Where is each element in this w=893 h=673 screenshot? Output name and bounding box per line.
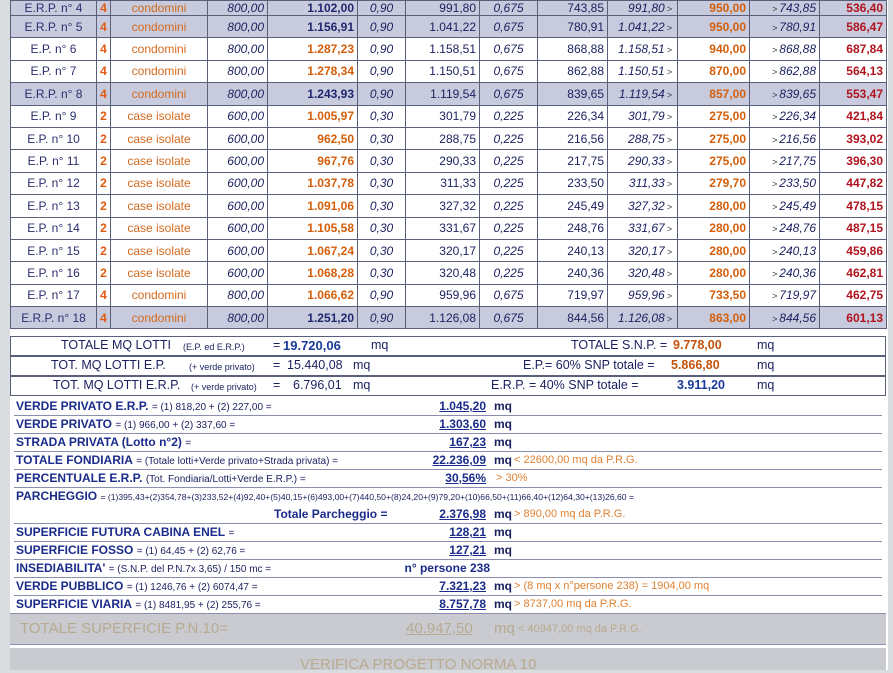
lots-table	[10, 0, 887, 329]
lot-limit-1: 288,75 >	[608, 127, 678, 149]
lot-snp: 240,13	[538, 239, 608, 261]
lot-final-value: 536,40	[820, 1, 887, 16]
lot-id: E.P. n° 16	[11, 262, 97, 284]
lot-project-value: 940,00	[678, 38, 750, 60]
lot-snp: 226,34	[538, 105, 608, 127]
lot-volume: 290,33	[406, 150, 480, 172]
lot-floors: 4	[97, 284, 111, 306]
total-surface-label: TOTALE SUPERFICIE P.N.10=	[20, 620, 228, 637]
erp-snp-value: 3.911,20	[677, 378, 725, 392]
lot-index-2: 0,225	[480, 127, 538, 149]
lot-project-value: 280,00	[678, 217, 750, 239]
total-erp-label: TOT. MQ LOTTI E.R.P.	[53, 378, 181, 392]
lot-index: 0,30	[358, 150, 406, 172]
lot-id: E.P. n° 13	[11, 195, 97, 217]
lot-volume: 320,17	[406, 239, 480, 261]
lot-volume: 331,67	[406, 217, 480, 239]
lot-index: 0,90	[358, 1, 406, 16]
lot-volume: 1.158,51	[406, 38, 480, 60]
lot-id: E.R.P. n° 4	[11, 1, 97, 16]
verification-heading-band	[10, 648, 886, 673]
summary-line-note: < 22600,00 mq da P.R.G.	[514, 454, 638, 466]
lot-index-2: 0,675	[480, 307, 538, 329]
lot-limit-2: > 248,76	[750, 217, 820, 239]
lot-index-2: 0,675	[480, 16, 538, 38]
lot-final-value: 487,15	[820, 217, 887, 239]
lot-floors: 2	[97, 105, 111, 127]
lot-type: case isolate	[111, 217, 208, 239]
lot-final-value: 564,13	[820, 60, 887, 82]
lot-volume: 288,75	[406, 127, 480, 149]
erp-snp-unit: mq	[757, 378, 775, 392]
lot-area: 1.066,62	[268, 284, 358, 306]
summary-line-text: VERDE PRIVATO E.R.P. = (1) 818,20 + (2) 227,00 =	[16, 399, 272, 413]
lot-limit-1: 301,79 >	[608, 105, 678, 127]
lot-project-value: 280,00	[678, 239, 750, 261]
table-row	[11, 307, 887, 329]
summary-line-unit: mq	[494, 507, 512, 521]
lot-area-min: 800,00	[208, 16, 268, 38]
summary-line	[14, 506, 882, 524]
lot-final-value: 687,84	[820, 38, 887, 60]
summary-line	[14, 488, 882, 505]
lot-index: 0,30	[358, 127, 406, 149]
lot-area-min: 800,00	[208, 60, 268, 82]
total-erp-eq: =	[273, 378, 281, 392]
lot-area-min: 800,00	[208, 284, 268, 306]
lot-type: condomini	[111, 38, 208, 60]
total-surface-value: 40.947,50	[406, 620, 473, 637]
lot-area: 962,50	[268, 127, 358, 149]
summary-line	[14, 560, 882, 578]
lot-limit-2: > 719,97	[750, 284, 820, 306]
summary-line-note: > (8 mq x n°persone 238) = 1904,00 mq	[514, 580, 710, 592]
summary-line	[14, 416, 882, 434]
lot-floors: 4	[97, 1, 111, 16]
lot-final-value: 462,75	[820, 284, 887, 306]
summary-line-unit: mq	[494, 579, 512, 593]
summary-line-text: VERDE PUBBLICO = (1) 1246,76 + (2) 6074,47 =	[16, 579, 258, 593]
total-erp-value: 6.796,01	[293, 378, 342, 392]
ep-snp-value: 5.866,80	[671, 358, 720, 372]
summary-line-unit: mq	[494, 597, 512, 611]
lot-project-value: 733,50	[678, 284, 750, 306]
total-snp-label: TOTALE S.N.P. =	[571, 338, 668, 352]
summary-line-value: 1.303,60	[439, 417, 486, 431]
lot-index-2: 0,225	[480, 217, 538, 239]
lot-index: 0,30	[358, 172, 406, 194]
summary-line-note: > 890,00 mq da P.R.G.	[514, 508, 626, 520]
lot-index-2: 0,225	[480, 195, 538, 217]
total-erp-unit: mq	[353, 378, 371, 392]
lot-index: 0,90	[358, 284, 406, 306]
total-snp-unit: mq	[757, 338, 775, 352]
lot-limit-1: 1.126,08 >	[608, 307, 678, 329]
summary-line-text: PERCENTUALE E.R.P. (Tot. Fondiaria/Lotti+Verde E.R.P.) =	[16, 471, 306, 485]
summary-line-text: PARCHEGGIO = (1)395,43+(2)354,78+(3)233,52+(4)92,40+(5)40,15+(6)493,00+(7)440,50+(8)24,20+(9)79,20+(10)66,50+(11)66,40+(12)64,30+(13)26,60 =	[16, 489, 634, 503]
lot-limit-1: 331,67 >	[608, 217, 678, 239]
lot-snp: 233,50	[538, 172, 608, 194]
lot-volume: 320,48	[406, 262, 480, 284]
lot-index: 0,90	[358, 16, 406, 38]
lot-type: condomini	[111, 284, 208, 306]
summary-line-unit: mq	[494, 435, 512, 449]
lot-snp: 240,36	[538, 262, 608, 284]
summary-line-unit: mq	[494, 543, 512, 557]
lot-floors: 2	[97, 127, 111, 149]
lot-type: case isolate	[111, 105, 208, 127]
lot-index: 0,30	[358, 105, 406, 127]
lot-area-min: 600,00	[208, 217, 268, 239]
table-row	[11, 172, 887, 194]
lot-area-min: 800,00	[208, 1, 268, 16]
lot-limit-2: > 862,88	[750, 60, 820, 82]
summary-line	[14, 578, 882, 596]
lot-index-2: 0,225	[480, 262, 538, 284]
lot-volume: 311,33	[406, 172, 480, 194]
spreadsheet-sheet	[10, 0, 888, 673]
lot-project-value: 275,00	[678, 150, 750, 172]
summary-line-text: SUPERFICIE VIARIA = (1) 8481,95 + (2) 255,76 =	[16, 597, 261, 611]
lot-id: E.P. n° 6	[11, 38, 97, 60]
summary-line-unit: mq	[494, 525, 512, 539]
lot-index: 0,30	[358, 262, 406, 284]
summary-line-value: 7.321,23	[439, 579, 486, 593]
total-snp-value: 9.778,00	[673, 338, 722, 352]
lot-volume: 991,80	[406, 1, 480, 16]
lot-index-2: 0,225	[480, 172, 538, 194]
lot-index-2: 0,225	[480, 105, 538, 127]
lot-limit-2: > 217,75	[750, 150, 820, 172]
lot-area-min: 600,00	[208, 127, 268, 149]
lot-area: 967,76	[268, 150, 358, 172]
lot-index-2: 0,675	[480, 83, 538, 105]
lot-area: 1.102,00	[268, 1, 358, 16]
lot-index: 0,30	[358, 195, 406, 217]
lot-final-value: 421,84	[820, 105, 887, 127]
lot-floors: 2	[97, 262, 111, 284]
lot-area-min: 800,00	[208, 307, 268, 329]
total-surface-unit: mq	[494, 620, 515, 637]
table-row	[11, 239, 887, 261]
summary-line	[14, 470, 882, 488]
lot-area: 1.068,28	[268, 262, 358, 284]
lot-snp: 245,49	[538, 195, 608, 217]
lot-area-min: 600,00	[208, 195, 268, 217]
lot-floors: 2	[97, 217, 111, 239]
lot-volume: 1.126,08	[406, 307, 480, 329]
total-ep-label: TOT. MQ LOTTI E.P.	[51, 358, 166, 372]
lot-floors: 2	[97, 195, 111, 217]
summary-line-text: STRADA PRIVATA (Lotto n°2) =	[16, 435, 192, 449]
table-row	[11, 38, 887, 60]
lot-area-min: 600,00	[208, 172, 268, 194]
total-ep-row	[10, 356, 886, 376]
lot-project-value: 863,00	[678, 307, 750, 329]
lot-id: E.P. n° 7	[11, 60, 97, 82]
summary-line-text: INSEDIABILITA' = (S.N.P. del P.N.7x 3,65) / 150 mc =	[16, 561, 272, 575]
lot-snp: 216,56	[538, 127, 608, 149]
summary-line	[14, 542, 882, 560]
lot-floors: 4	[97, 16, 111, 38]
lot-project-value: 280,00	[678, 262, 750, 284]
lot-limit-2: > 226,34	[750, 105, 820, 127]
summary-line-unit: mq	[494, 453, 512, 467]
table-row	[11, 105, 887, 127]
ep-snp-label: E.P.= 60% SNP totale =	[523, 358, 655, 372]
total-erp-row	[10, 376, 886, 396]
lot-id: E.P. n° 14	[11, 217, 97, 239]
summary-line-value: 128,21	[449, 525, 486, 539]
lot-limit-1: 1.158,51 >	[608, 38, 678, 60]
lot-snp: 743,85	[538, 1, 608, 16]
table-row	[11, 16, 887, 38]
summary-line-value: 127,21	[449, 543, 486, 557]
lot-id: E.P. n° 12	[11, 172, 97, 194]
lot-type: condomini	[111, 60, 208, 82]
lot-project-value: 950,00	[678, 16, 750, 38]
lot-floors: 4	[97, 38, 111, 60]
lot-limit-1: 311,33 >	[608, 172, 678, 194]
summary-line	[14, 452, 882, 470]
lot-limit-2: > 245,49	[750, 195, 820, 217]
lot-limit-1: 1.041,22 >	[608, 16, 678, 38]
lot-volume: 1.150,51	[406, 60, 480, 82]
lot-index: 0,90	[358, 83, 406, 105]
lot-area-min: 600,00	[208, 150, 268, 172]
lot-area-min: 600,00	[208, 262, 268, 284]
lot-area: 1.243,93	[268, 83, 358, 105]
lot-type: case isolate	[111, 172, 208, 194]
erp-snp-label: E.R.P. = 40% SNP totale =	[491, 378, 639, 392]
total-surface-row	[10, 613, 886, 645]
lot-snp: 217,75	[538, 150, 608, 172]
lots-table-body	[11, 1, 887, 329]
summary-line-value: 30,56%	[445, 471, 486, 485]
total-ep-eq: =	[273, 358, 281, 372]
lot-area: 1.091,06	[268, 195, 358, 217]
lot-limit-1: 1.119,54 >	[608, 83, 678, 105]
total-lots-unit: mq	[371, 338, 389, 352]
lot-limit-2: > 743,85	[750, 1, 820, 16]
summary-line-value: 8.757,78	[439, 597, 486, 611]
lot-floors: 2	[97, 239, 111, 261]
total-surface-note: < 40947,00 mq da P.R.G.	[518, 623, 642, 635]
lot-final-value: 586,47	[820, 16, 887, 38]
lot-index-2: 0,675	[480, 1, 538, 16]
total-lots-value: 19.720,06	[283, 338, 341, 353]
summary-line-unit: mq	[494, 399, 512, 413]
total-lots-small: (E.P. ed E.R.P.)	[183, 342, 245, 352]
lot-project-value: 950,00	[678, 1, 750, 16]
lot-area-min: 600,00	[208, 239, 268, 261]
lot-index-2: 0,675	[480, 284, 538, 306]
lot-snp: 844,56	[538, 307, 608, 329]
lot-id: E.P. n° 15	[11, 239, 97, 261]
lot-area-min: 800,00	[208, 83, 268, 105]
lot-final-value: 396,30	[820, 150, 887, 172]
lot-limit-2: > 839,65	[750, 83, 820, 105]
lot-limit-2: > 780,91	[750, 16, 820, 38]
lot-volume: 1.041,22	[406, 16, 480, 38]
summary-line-text: VERDE PRIVATO = (1) 966,00 + (2) 337,60 =	[16, 417, 236, 431]
lot-project-value: 279,70	[678, 172, 750, 194]
summary-line-value: 2.376,98	[439, 507, 486, 521]
lot-area-min: 800,00	[208, 38, 268, 60]
lot-limit-1: 991,80 >	[608, 1, 678, 16]
total-lots-label: TOTALE MQ LOTTI	[61, 338, 171, 352]
summary-line-text: SUPERFICIE FUTURA CABINA ENEL =	[16, 525, 235, 539]
summary-line-value: n° persone 238	[404, 561, 490, 575]
lot-type: case isolate	[111, 127, 208, 149]
lot-snp: 839,65	[538, 83, 608, 105]
total-ep-unit: mq	[353, 358, 371, 372]
lot-project-value: 870,00	[678, 60, 750, 82]
table-row	[11, 1, 887, 16]
lot-project-value: 275,00	[678, 127, 750, 149]
summary-line-note: > 30%	[496, 472, 528, 484]
lot-id: E.P. n° 11	[11, 150, 97, 172]
lot-volume: 1.119,54	[406, 83, 480, 105]
lot-type: condomini	[111, 307, 208, 329]
lot-floors: 2	[97, 150, 111, 172]
summary-line-text: SUPERFICIE FOSSO = (1) 64,45 + (2) 62,76 =	[16, 543, 246, 557]
lot-floors: 4	[97, 307, 111, 329]
lot-volume: 327,32	[406, 195, 480, 217]
lot-id: E.R.P. n° 18	[11, 307, 97, 329]
lot-final-value: 393,02	[820, 127, 887, 149]
lot-floors: 4	[97, 83, 111, 105]
lot-type: case isolate	[111, 239, 208, 261]
lot-id: E.R.P. n° 8	[11, 83, 97, 105]
lot-project-value: 280,00	[678, 195, 750, 217]
total-ep-small: (+ verde privato)	[189, 362, 255, 372]
lot-area: 1.005,97	[268, 105, 358, 127]
summary-line-text: TOTALE FONDIARIA = (Totale lotti+Verde privato+Strada privata) =	[16, 453, 339, 467]
summary-line-note: > 8737,00 mq da P.R.G.	[514, 598, 632, 610]
lot-limit-1: 959,96 >	[608, 284, 678, 306]
summary-line	[14, 596, 882, 614]
table-row	[11, 60, 887, 82]
lot-index: 0,90	[358, 38, 406, 60]
lot-limit-2: > 216,56	[750, 127, 820, 149]
lot-snp: 862,88	[538, 60, 608, 82]
lot-index-2: 0,225	[480, 239, 538, 261]
lot-final-value: 601,13	[820, 307, 887, 329]
lot-final-value: 447,82	[820, 172, 887, 194]
lot-index-2: 0,225	[480, 150, 538, 172]
summary-line-value: 22.236,09	[432, 453, 486, 467]
summary-line	[14, 434, 882, 452]
lot-project-value: 857,00	[678, 83, 750, 105]
lot-limit-2: > 240,13	[750, 239, 820, 261]
table-row	[11, 195, 887, 217]
lot-volume: 301,79	[406, 105, 480, 127]
lot-index-2: 0,675	[480, 38, 538, 60]
total-ep-value: 15.440,08	[287, 358, 343, 372]
lot-limit-1: 320,17 >	[608, 239, 678, 261]
total-lots-eq: =	[273, 338, 281, 352]
lot-area: 1.037,78	[268, 172, 358, 194]
lot-index: 0,90	[358, 60, 406, 82]
lot-type: case isolate	[111, 195, 208, 217]
lot-id: E.P. n° 9	[11, 105, 97, 127]
table-row	[11, 284, 887, 306]
lot-index: 0,30	[358, 217, 406, 239]
lot-final-value: 459,86	[820, 239, 887, 261]
lot-area: 1.278,34	[268, 60, 358, 82]
lot-area: 1.067,24	[268, 239, 358, 261]
lot-index: 0,30	[358, 239, 406, 261]
lot-type: condomini	[111, 16, 208, 38]
verification-heading: VERIFICA PROGETTO NORMA 10	[300, 656, 537, 673]
lot-floors: 4	[97, 60, 111, 82]
lot-area: 1.287,23	[268, 38, 358, 60]
lot-index-2: 0,675	[480, 60, 538, 82]
lot-snp: 780,91	[538, 16, 608, 38]
lot-limit-2: > 844,56	[750, 307, 820, 329]
lot-snp: 248,76	[538, 217, 608, 239]
table-row	[11, 150, 887, 172]
lot-limit-1: 327,32 >	[608, 195, 678, 217]
table-row	[11, 262, 887, 284]
summary-line-text: Totale Parcheggio =	[274, 507, 388, 521]
lot-project-value: 275,00	[678, 105, 750, 127]
lot-id: E.P. n° 10	[11, 127, 97, 149]
lot-limit-1: 320,48 >	[608, 262, 678, 284]
summary-line-unit: mq	[494, 417, 512, 431]
summary-line-value: 1.045,20	[439, 399, 486, 413]
summary-line	[14, 524, 882, 542]
table-row	[11, 127, 887, 149]
lot-type: case isolate	[111, 150, 208, 172]
lot-limit-1: 1.150,51 >	[608, 60, 678, 82]
lot-volume: 959,96	[406, 284, 480, 306]
lot-snp: 868,88	[538, 38, 608, 60]
lot-id: E.P. n° 17	[11, 284, 97, 306]
lot-limit-2: > 240,36	[750, 262, 820, 284]
summary-line-value: 167,23	[449, 435, 486, 449]
table-row	[11, 83, 887, 105]
lot-type: condomini	[111, 83, 208, 105]
lot-area: 1.251,20	[268, 307, 358, 329]
lot-snp: 719,97	[538, 284, 608, 306]
summary-line	[14, 398, 882, 416]
lot-final-value: 478,15	[820, 195, 887, 217]
total-erp-small: (+ verde privato)	[191, 382, 257, 392]
lot-limit-2: > 868,88	[750, 38, 820, 60]
lot-index: 0,90	[358, 307, 406, 329]
lot-final-value: 553,47	[820, 83, 887, 105]
table-row	[11, 217, 887, 239]
lot-area: 1.105,58	[268, 217, 358, 239]
lot-area: 1.156,91	[268, 16, 358, 38]
ep-snp-unit: mq	[757, 358, 775, 372]
lot-type: case isolate	[111, 262, 208, 284]
lot-area-min: 600,00	[208, 105, 268, 127]
lot-limit-1: 290,33 >	[608, 150, 678, 172]
lot-floors: 2	[97, 172, 111, 194]
lot-type: condomini	[111, 1, 208, 16]
lot-final-value: 462,81	[820, 262, 887, 284]
total-lots-row	[10, 336, 886, 356]
lot-id: E.R.P. n° 5	[11, 16, 97, 38]
lot-limit-2: > 233,50	[750, 172, 820, 194]
